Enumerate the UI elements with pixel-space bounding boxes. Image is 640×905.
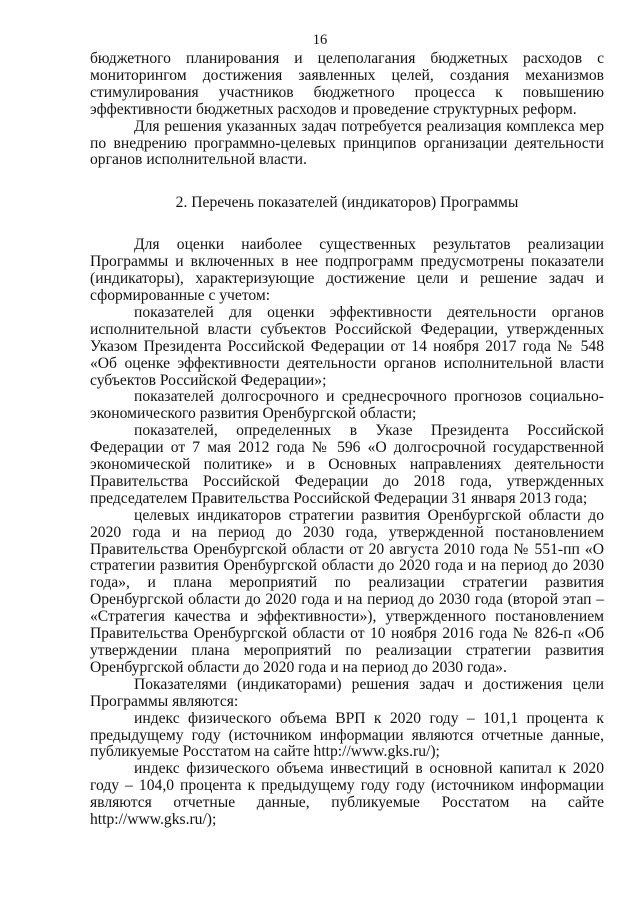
paragraph-intro: Для оценки наиболее существенных результатов реализации Программы и включенных в нее подпрограмм предусмотрены показатели (индикаторы), характеризующие достижение цели и решение задач и сформированные с учетом: bbox=[90, 236, 604, 304]
paragraph-indicators-intro: Показателями (индикаторами) решения задач и достижения цели Программы являются: bbox=[90, 675, 604, 710]
paragraph-list-item: показателей, определенных в Указе Президента Российской Федерации от 7 мая 2012 года № 596 «О долгосрочной государственной экономической политике» и в Основных направлениях деятельности Правительства Российской Федерации до 2018 года, утвержденных председателем Правительства Российской Федерации 31 января 2013 года; bbox=[90, 422, 604, 507]
paragraph-measures: Для решения указанных задач потребуется реализация комплекса мер по внедрению программно-целевых принципов организации деятельности органов исполнительной власти. bbox=[90, 117, 604, 169]
paragraph-list-item: показателей долгосрочного и среднесрочного прогнозов социально-экономического развития Оренбургской области; bbox=[90, 388, 604, 423]
page-number: 16 bbox=[312, 32, 328, 48]
paragraph-indicator: индекс физического объема инвестиций в основной капитал к 2020 году – 104,0 процента к предыдущему году году (источником информации являются отчетные данные, публикуемые Росстатом на сайте http://www.gks.ru/); bbox=[90, 760, 604, 829]
paragraph-indicator: индекс физического объема ВРП к 2020 году – 101,1 процента к предыдущему году (источником информации являются отчетные данные, публикуемые Росстатом на сайте http://www.gks.ru/); bbox=[90, 709, 604, 761]
section-heading: 2. Перечень показателей (индикаторов) Программы bbox=[175, 194, 519, 212]
paragraph-continuation: бюджетного планирования и целеполагания бюджетных расходов с мониторингом достижения заявленных целей, создания механизмов стимулирования участников бюджетного процесса к повышению эффективности бюджетных расходов и проведение структурных реформ. bbox=[90, 50, 604, 118]
paragraph-list-item: целевых индикаторов стратегии развития Оренбургской области до 2020 года и на период до 2030 года, утвержденной постановлением Правительства Оренбургской области от 20 августа 2010 года № 551-пп «О стратегии развития Оренбургской области до 2020 года и на период до 2030 года», и плана мероприятий по реализации стратегии развития Оренбургской области до 2020 года и на период до 2030 года (второй этап – «Стратегия качества и эффективности»), утвержденного постановлением Правительства Оренбургской области от 10 ноября 2016 года № 826-п «Об утверждении плана мероприятий по реализации стратегии развития Оренбургской области до 2020 года и на период до 2030 года». bbox=[90, 506, 604, 676]
document-body bbox=[90, 51, 604, 829]
paragraph-list-item: показателей для оценки эффективности деятельности органов исполнительной власти субъектов Российской Федерации, утвержденных Указом Президента Российской Федерации от 14 ноября 2017 года № 548 «Об оценке эффективности деятельности органов исполнительной власти субъектов Российской Федерации»; bbox=[90, 303, 604, 389]
